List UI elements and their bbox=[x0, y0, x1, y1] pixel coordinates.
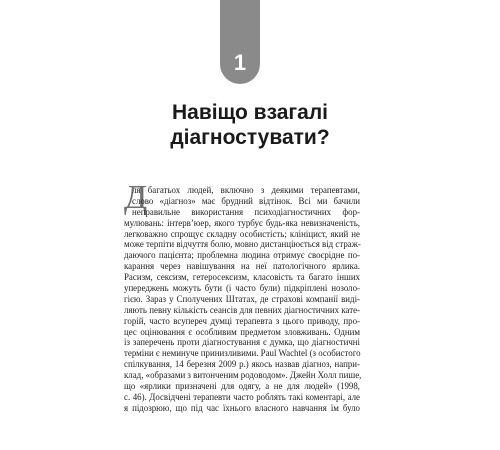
text-line: цес оцінювання є особливим предметом зловживань. Одним bbox=[124, 326, 360, 337]
text-line: неправильне використання психодіагностичних фор- bbox=[132, 206, 360, 217]
text-line: Расизм, сексизм, гетеросексизм, класовість та багато інших bbox=[124, 272, 360, 283]
text-line: спілкування, 14 березня 2009 р.) якось назвав діагноз, напри- bbox=[124, 359, 360, 370]
chapter-number: 1 bbox=[233, 50, 247, 75]
text-line: легковажно спрощує складну особистість; клініцист, який не bbox=[124, 228, 360, 239]
text-line: терміни є неминуче принизливими. Paul Wachtel (з особистого bbox=[124, 348, 361, 359]
chapter-title-line-1: Навіщо взагалі bbox=[171, 101, 329, 124]
drop-cap: Д bbox=[124, 179, 148, 216]
chapter-title bbox=[0, 100, 500, 150]
text-line: клад, «образами з витонченим родоводом». Джейн Холл пише, bbox=[124, 370, 362, 381]
text-line: я підозрюю, що під час їхнього власного навчання їм було bbox=[124, 402, 360, 413]
text-line: гією. Зараз у Сполучених Штатах, де страхові компанії виді- bbox=[124, 293, 360, 304]
text-line: ля багатьох людей, включно з деякими терапевтами, bbox=[132, 185, 360, 195]
text-line: упереджень можуть бути (і часто були) підкріплені нозоло- bbox=[124, 283, 360, 294]
body-paragraph bbox=[124, 185, 360, 414]
chapter-tab bbox=[220, 0, 260, 84]
text-line: горій, часто всупереч думці терапевта з цього приводу, про- bbox=[124, 315, 360, 326]
text-line: із заперечень проти діагностування є думка, що діагностичні bbox=[124, 337, 360, 348]
text-line: карання через навішування на неї патологічного ярлика. bbox=[124, 261, 360, 272]
text-line: слово «діагноз» має брудний відтінок. Всі ми бачили bbox=[132, 195, 360, 206]
text-line: може терпіти відчуття болю, мовно дистанціюється від страж- bbox=[124, 239, 361, 250]
text-line: ляють певну кількість сеансів для певних діагностичних кате- bbox=[124, 304, 360, 315]
text-line: мулювань: інтерв’юер, якого турбує будь-яка невизначеність, bbox=[124, 217, 360, 228]
chapter-title-line-2: діагностувати? bbox=[170, 126, 330, 149]
text-line: с. 46). Досвідчені терапевти часто роблять такі коментарі, але bbox=[124, 391, 360, 402]
text-line: що «ярлики призначені для одягу, а не для людей» (1998, bbox=[124, 381, 360, 392]
text-line: даючого пацієнта; проблемна людина отримує своєрідне по- bbox=[124, 250, 360, 261]
